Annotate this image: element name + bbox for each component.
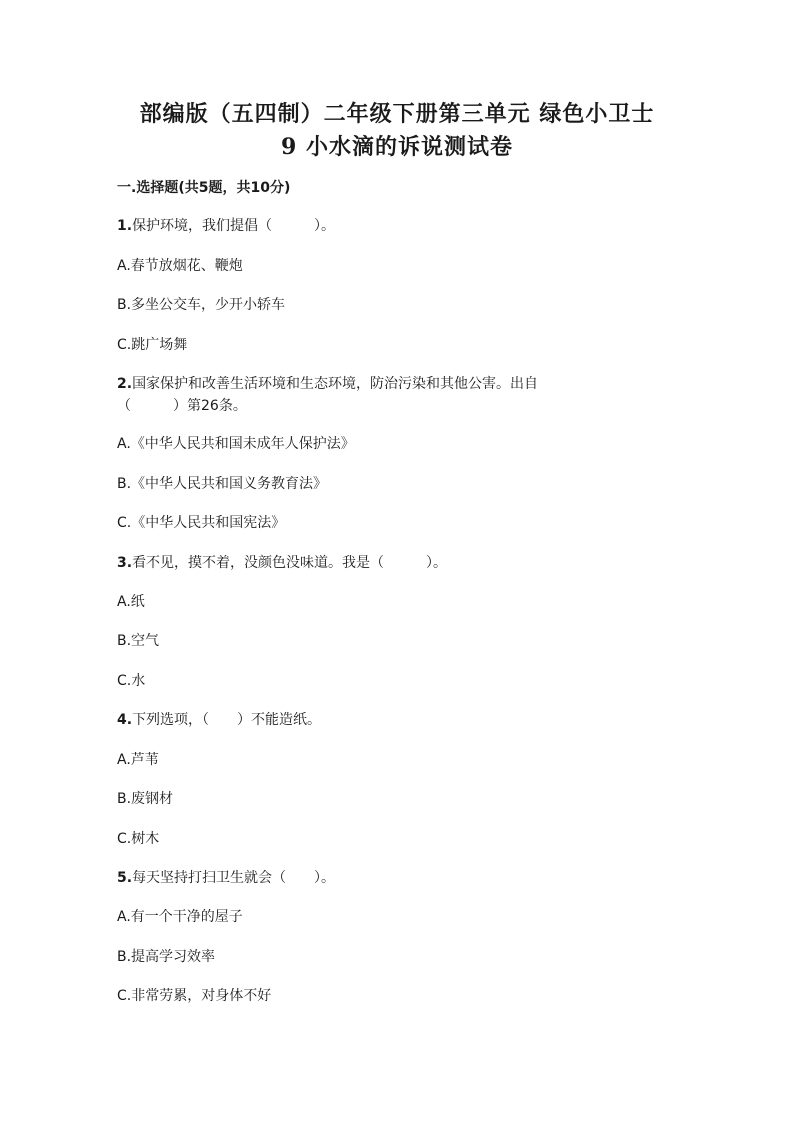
question-number: 4. bbox=[117, 712, 133, 728]
exam-title-line-1: 部编版（五四制）二年级下册第三单元 绿色小卫士 bbox=[139, 101, 655, 127]
section-heading: 一.选择题(共5题，共10分) bbox=[117, 180, 291, 196]
question-4-option-b: B.废钢材 bbox=[117, 791, 174, 807]
question-5-option-a: A.有一个干净的屋子 bbox=[117, 909, 243, 925]
question-4 bbox=[117, 710, 321, 730]
question-5 bbox=[117, 868, 335, 888]
question-stem: 保护环境，我们提倡（ ）。 bbox=[132, 218, 336, 234]
question-1-option-c: C.跳广场舞 bbox=[117, 337, 188, 353]
question-stem-line-1: 国家保护和改善生活环境和生态环境，防治污染和其他公害。出自 bbox=[132, 376, 539, 392]
question-3-option-b: B.空气 bbox=[117, 633, 160, 649]
question-2 bbox=[117, 374, 538, 394]
question-4-option-c: C.树木 bbox=[117, 831, 160, 847]
question-3-option-a: A.纸 bbox=[117, 594, 145, 610]
question-2-option-c: C.《中华人民共和国宪法》 bbox=[117, 515, 286, 531]
question-stem: 每天坚持打扫卫生就会（ ）。 bbox=[132, 870, 336, 886]
question-1 bbox=[117, 216, 335, 236]
question-1-option-a: A.春节放烟花、鞭炮 bbox=[117, 258, 243, 274]
question-2-stem-line-2: （ ）第26条。 bbox=[117, 398, 247, 414]
question-number: 3. bbox=[117, 555, 133, 571]
question-5-option-b: B.提高学习效率 bbox=[117, 949, 216, 965]
question-3 bbox=[117, 553, 447, 573]
question-number: 5. bbox=[117, 870, 133, 886]
question-5-option-c: C.非常劳累，对身体不好 bbox=[117, 988, 272, 1004]
question-stem: 下列选项，（ ）不能造纸。 bbox=[132, 712, 322, 728]
question-number: 1. bbox=[117, 218, 133, 234]
question-2-option-b: B.《中华人民共和国义务教育法》 bbox=[117, 476, 328, 492]
question-4-option-a: A.芦苇 bbox=[117, 752, 159, 768]
exam-title-line-2: 9 小水滴的诉说测试卷 bbox=[281, 134, 513, 160]
question-2-option-a: A.《中华人民共和国未成年人保护法》 bbox=[117, 436, 355, 452]
question-1-option-b: B.多坐公交车，少开小轿车 bbox=[117, 297, 286, 313]
question-number: 2. bbox=[117, 376, 133, 392]
question-3-option-c: C.水 bbox=[117, 673, 146, 689]
question-stem: 看不见，摸不着，没颜色没味道。我是（ ）。 bbox=[132, 555, 448, 571]
